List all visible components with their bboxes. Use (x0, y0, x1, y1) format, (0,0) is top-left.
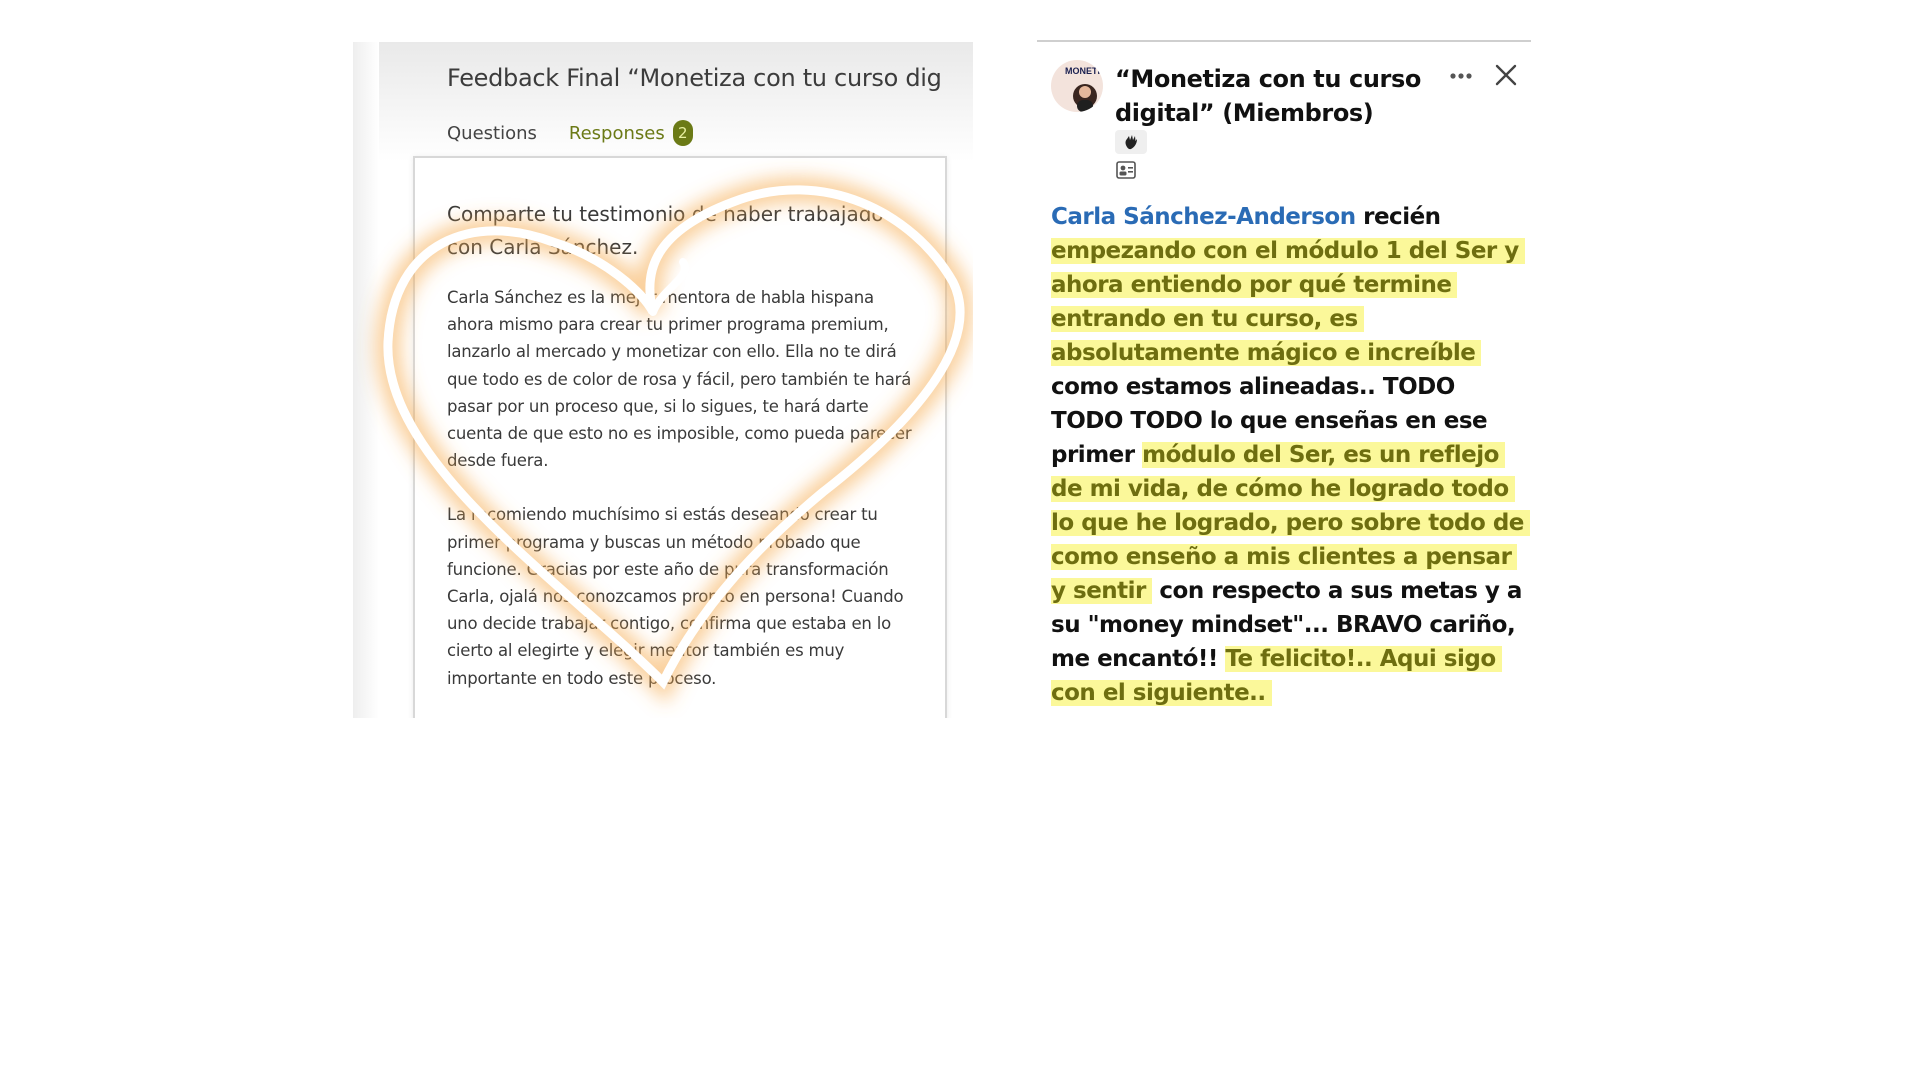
form-tabs (447, 118, 693, 158)
form-response-screenshot (353, 42, 973, 718)
highlighted-text-1: empezando con el módulo 1 del Ser y ahora entiendo por qué termine entrando en tu curso, es absolutamente mágico e increíble (1051, 238, 1525, 366)
member-card-icon (1115, 160, 1137, 180)
post-text-segment-3: con respecto a sus metas y a su "money mindset"... BRAVO cariño, me encantó!! (1051, 578, 1522, 672)
post-text-segment-2: como estamos alineadas.. TODO TODO TODO lo que enseñas en ese primer (1051, 374, 1488, 468)
form-left-shade (353, 42, 379, 718)
more-options-icon (1449, 72, 1473, 80)
highlighted-text-2: módulo del Ser, es un reflejo de mi vida, de cómo he logrado todo lo que he logrado, pero sobre todo de como enseño a mis clientes a pensar y sentir (1051, 442, 1530, 604)
tab-questions[interactable] (447, 118, 537, 158)
author-link[interactable]: Carla Sánchez-Anderson (1051, 204, 1356, 230)
more-options-button[interactable] (1445, 60, 1477, 92)
form-title: Feedback Final “Monetiza con tu curso dig (447, 64, 942, 92)
post-text (1051, 200, 1529, 710)
highlighted-text-3: Te felicito!.. Aqui sigo con el siguiente.. (1051, 646, 1502, 706)
answer-text (447, 284, 917, 718)
avatar[interactable] (1051, 60, 1103, 112)
response-card (413, 156, 947, 718)
waving-hand-icon (1115, 130, 1147, 154)
close-icon (1495, 64, 1517, 86)
question-text: Comparte tu testimonio de haber trabajado con Carla Sánchez. (447, 202, 884, 259)
avatar-brand-text: MONETI (1065, 66, 1100, 76)
answer-paragraph-2: La recomiendo muchísimo si estás deseando crear tu primer programa y buscas un método probado que funcione. Gracias por este año de pura transformación Carla, ojalá nos conozcamos pronto en persona! Cuando uno decide trabajar contigo, confirma que estaba en lo cierto al elegirte y elegir mentor también es muy importante en todo este proceso. (447, 505, 904, 688)
answer-paragraph-1: Carla Sánchez es la mejor mentora de habla hispana ahora mismo para crear tu primer programa premium, lanzarlo al mercado y monetizar con ello. Ella no te dirá que todo es de color de rosa y fácil, pero también te hará pasar por un proceso que, si lo sigues, te hará darte cuenta de que esto no es imposible, como pueda parecer desde fuera. (447, 288, 912, 471)
group-post (1037, 40, 1531, 722)
tab-responses[interactable] (569, 118, 693, 158)
tab-responses-label: Responses (568, 122, 665, 144)
post-text-segment-1: recién (1355, 204, 1441, 230)
responses-count-badge: 2 (673, 120, 693, 146)
close-button[interactable] (1489, 58, 1523, 92)
tab-questions-label: Questions (447, 122, 537, 144)
group-name[interactable]: “Monetiza con tu curso digital” (Miembros) (1115, 65, 1421, 127)
